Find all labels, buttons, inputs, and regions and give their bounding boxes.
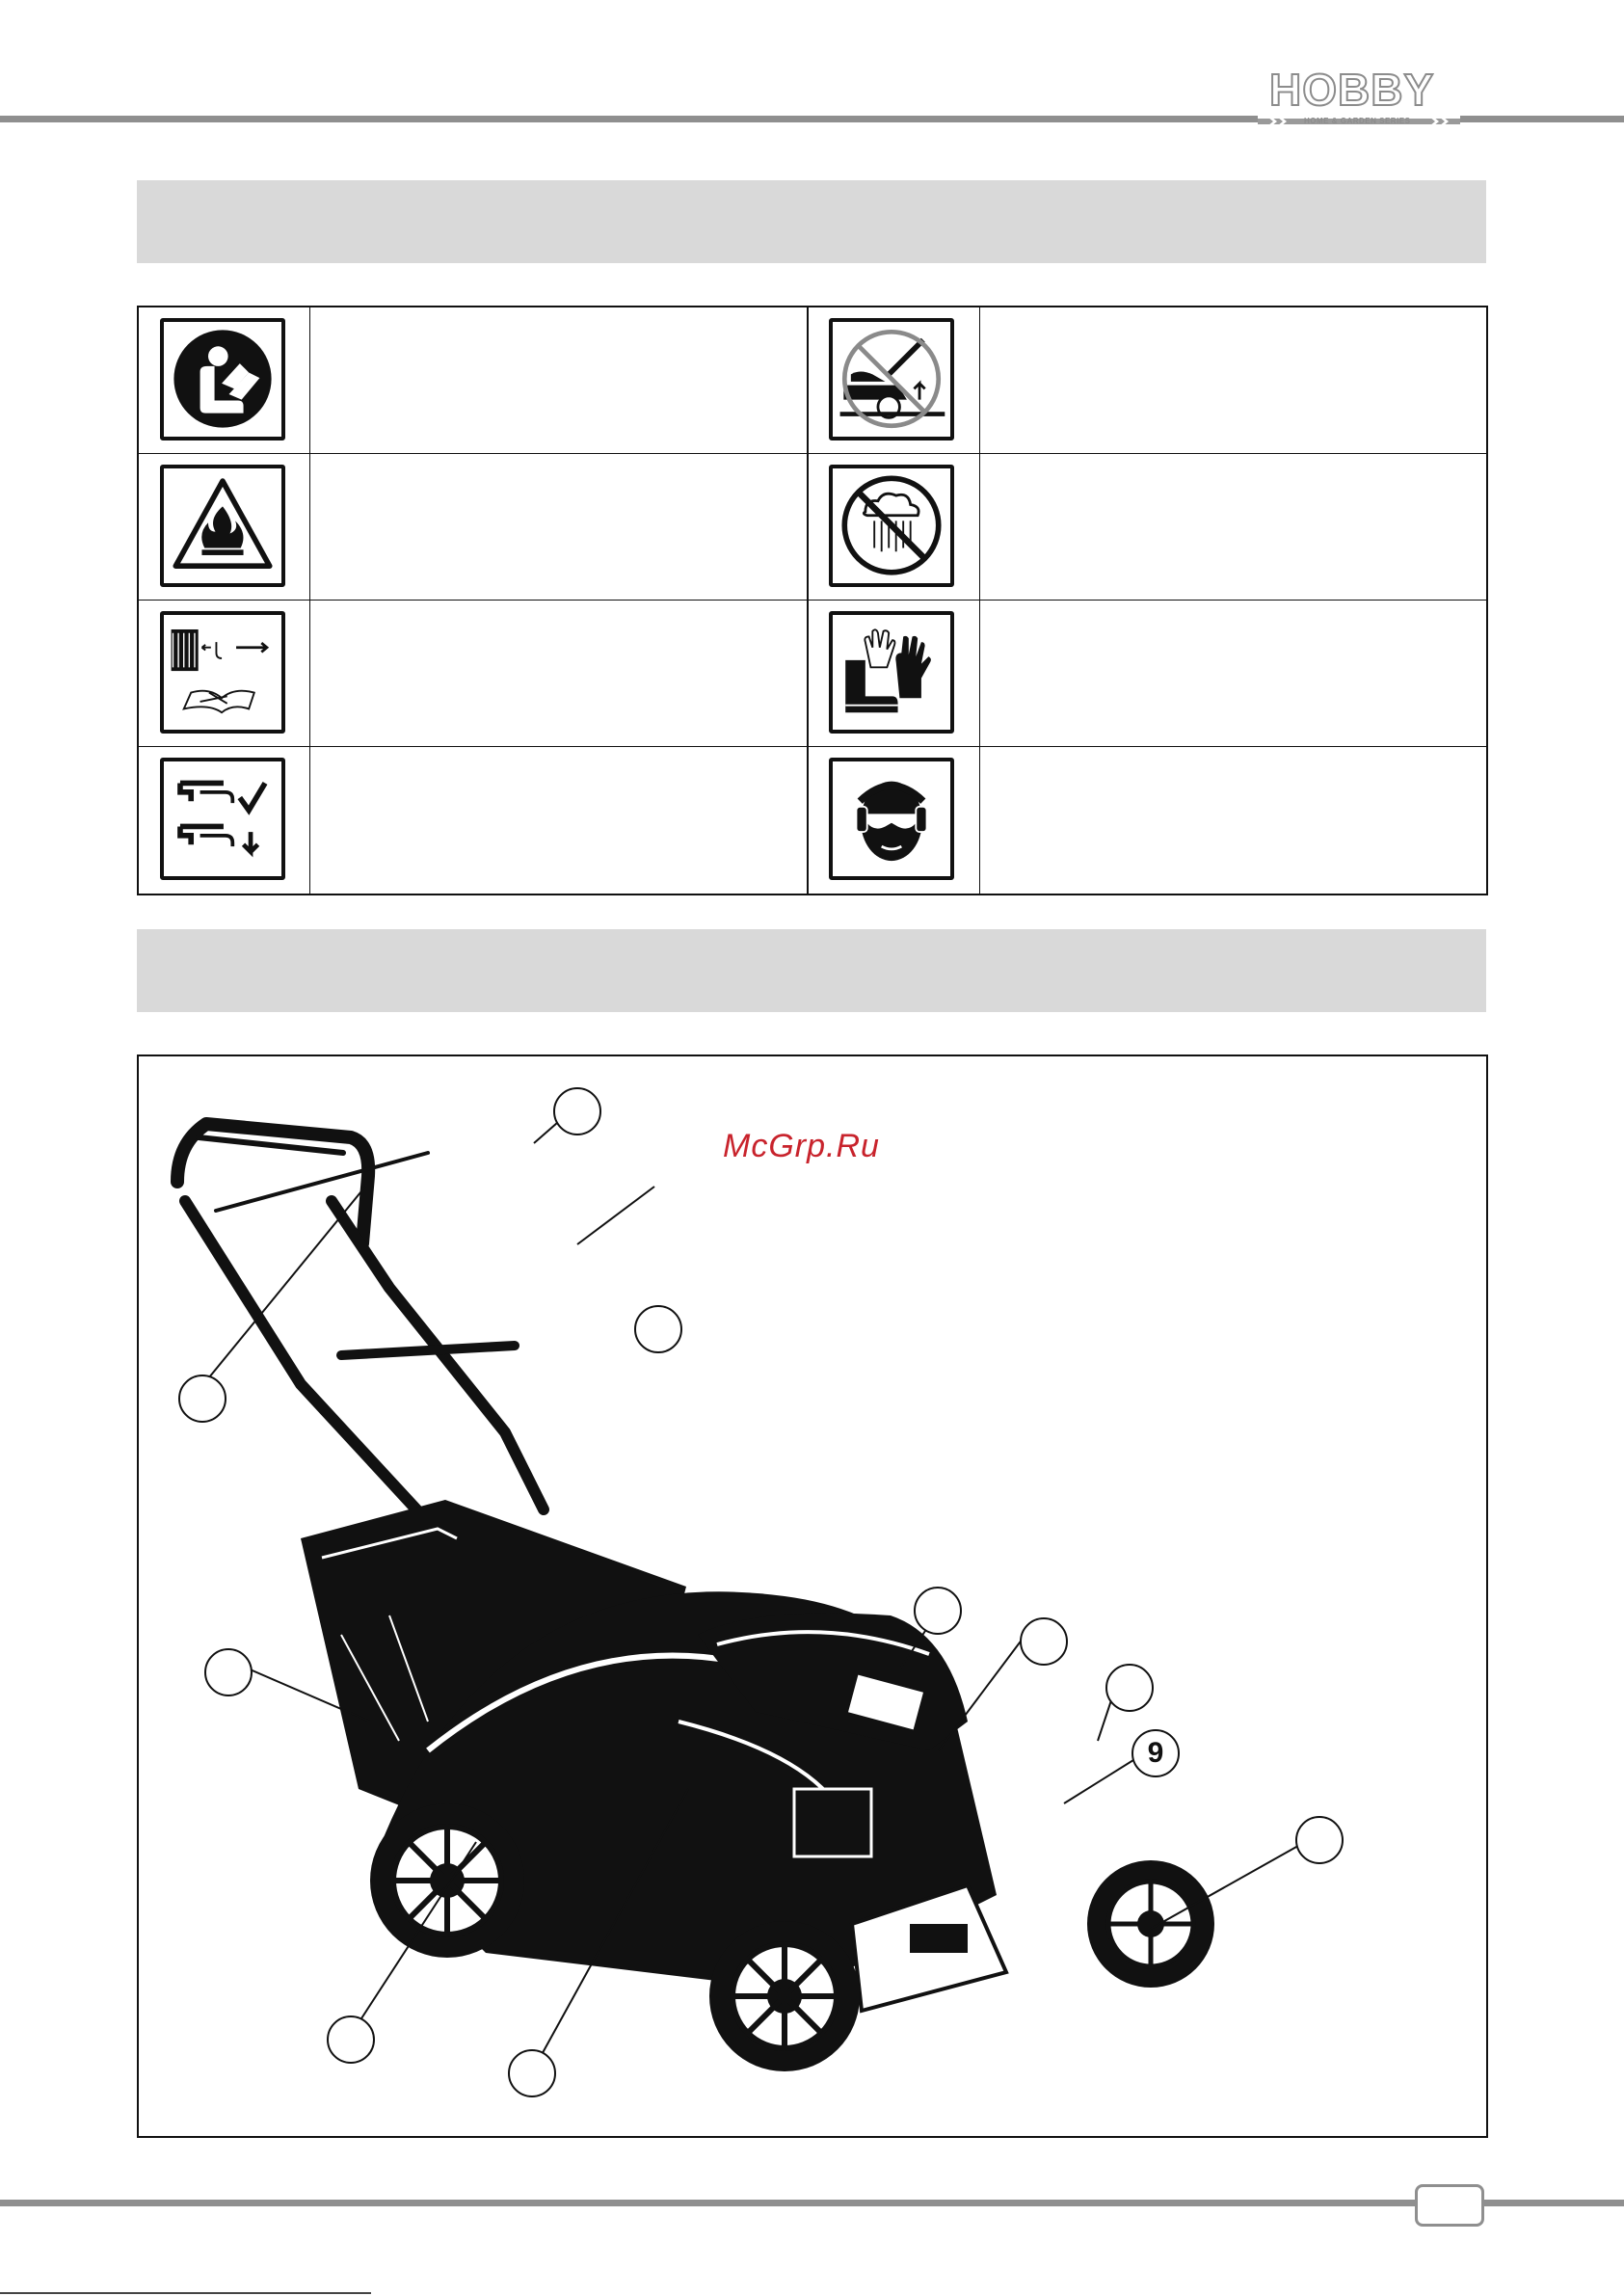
table-divider [139,600,1486,601]
read-manual-icon [160,318,285,441]
callout-marker [204,1648,253,1696]
table-divider [139,746,1486,747]
safety-symbols-table [137,306,1488,895]
footer-line [0,2292,371,2294]
fire-hazard-icon [160,465,285,587]
disconnect-before-maintenance-icon [160,611,285,734]
section-header-symbols [137,180,1486,263]
mower-diagram [137,1055,1488,2138]
brand-logo [1258,64,1460,127]
callout-marker [634,1305,682,1353]
section-header-parts [137,929,1486,1012]
blade-stop-lever-icon [160,758,285,880]
footer-rule [0,2200,1624,2206]
callout-marker [327,2016,375,2064]
lawn-mower-illustration [139,1056,1486,2136]
callout-marker [914,1587,962,1635]
callout-marker [1105,1664,1154,1712]
brand-logo-word: HOBBY [1269,65,1435,115]
gloves-boots-icon [829,611,954,734]
callout-marker [553,1087,601,1135]
page-number-tab [1415,2184,1484,2227]
table-divider [139,453,1486,454]
callout-marker [178,1375,226,1423]
brand-logo-subtitle: HOME & GARDEN SERIES [1304,117,1411,125]
no-hands-under-deck-icon [829,318,954,441]
callout-marker: 9 [1131,1729,1180,1777]
callout-marker [508,2049,556,2097]
callout-marker [1295,1816,1344,1864]
watermark-text: McGrp.Ru [723,1128,880,1164]
no-rain-icon [829,465,954,587]
callout-marker [1020,1617,1068,1666]
eye-ear-protection-icon [829,758,954,880]
